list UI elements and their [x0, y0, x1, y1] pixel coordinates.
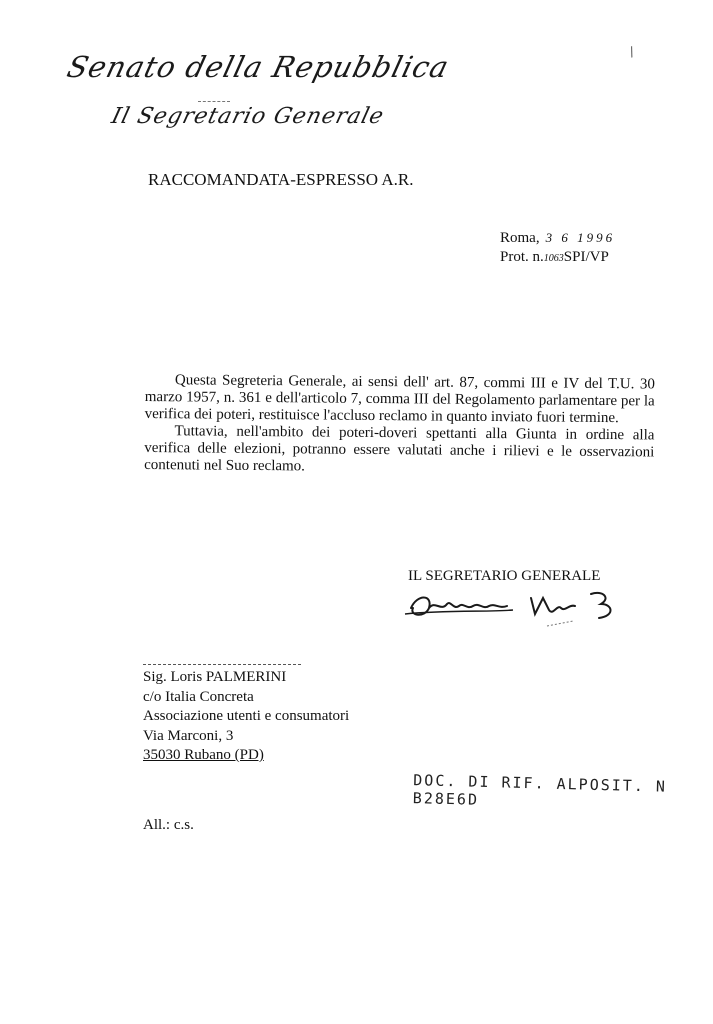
- handwritten-date: 3 6 1996: [545, 230, 616, 245]
- recipient-care-of: c/o Italia Concreta: [143, 688, 254, 705]
- recipient-street: Via Marconi, 3: [143, 727, 234, 744]
- recipient-address: [143, 668, 349, 766]
- delivery-method: RACCOMANDATA-ESPRESSO A.R.: [148, 170, 414, 189]
- body-paragraph-1: Questa Segreteria Generale, ai sensi dell' art. 87, commi III e IV del T.U. 30 marzo 1957, n. 361 e dell'articolo 7, comma III del Regolamento parlamentare per la verifica dei poteri, restituisce l'accluso reclamo in quanto inviato fuori termine.: [144, 372, 655, 427]
- recipient-organization: Associazione utenti e consumatori: [143, 708, 350, 724]
- recipient-name: Sig. Loris PALMERINI: [143, 669, 287, 685]
- protocol-label: Prot. n.: [500, 249, 544, 265]
- recipient-city: 35030 Rubano (PD): [143, 747, 264, 763]
- protocol-number: [500, 249, 609, 266]
- letterhead-senato: Senato della Repubblica: [63, 50, 453, 84]
- handwritten-signature: [403, 586, 633, 626]
- protocol-handwritten-number: 1063: [543, 253, 564, 264]
- place-label: Roma,: [500, 230, 540, 246]
- enclosure-note: All.: c.s.: [143, 817, 194, 833]
- letterhead-segretario: Il Segretario Generale: [108, 104, 387, 129]
- body-paragraph-2: Tuttavia, nell'ambito dei poteri-doveri spettanti alla Giunta in ordine alla verifica delle elezioni, potranno essere valutati anche i rilievi e le osservazioni contenuti nel Suo reclamo.: [144, 423, 655, 475]
- recipient-divider: [143, 664, 301, 665]
- protocol-suffix: SPI/VP: [563, 249, 609, 265]
- letter-body: [144, 372, 655, 478]
- place-date: [500, 230, 615, 247]
- handwritten-reference-note: DOC. DI RIF. ALPOSIT. N B28E6D: [412, 771, 668, 809]
- signature-stroke-mark: [545, 618, 575, 628]
- corner-mark: /: [627, 43, 638, 62]
- letterhead-divider: [198, 101, 230, 102]
- signatory-title: IL SEGRETARIO GENERALE: [408, 568, 601, 584]
